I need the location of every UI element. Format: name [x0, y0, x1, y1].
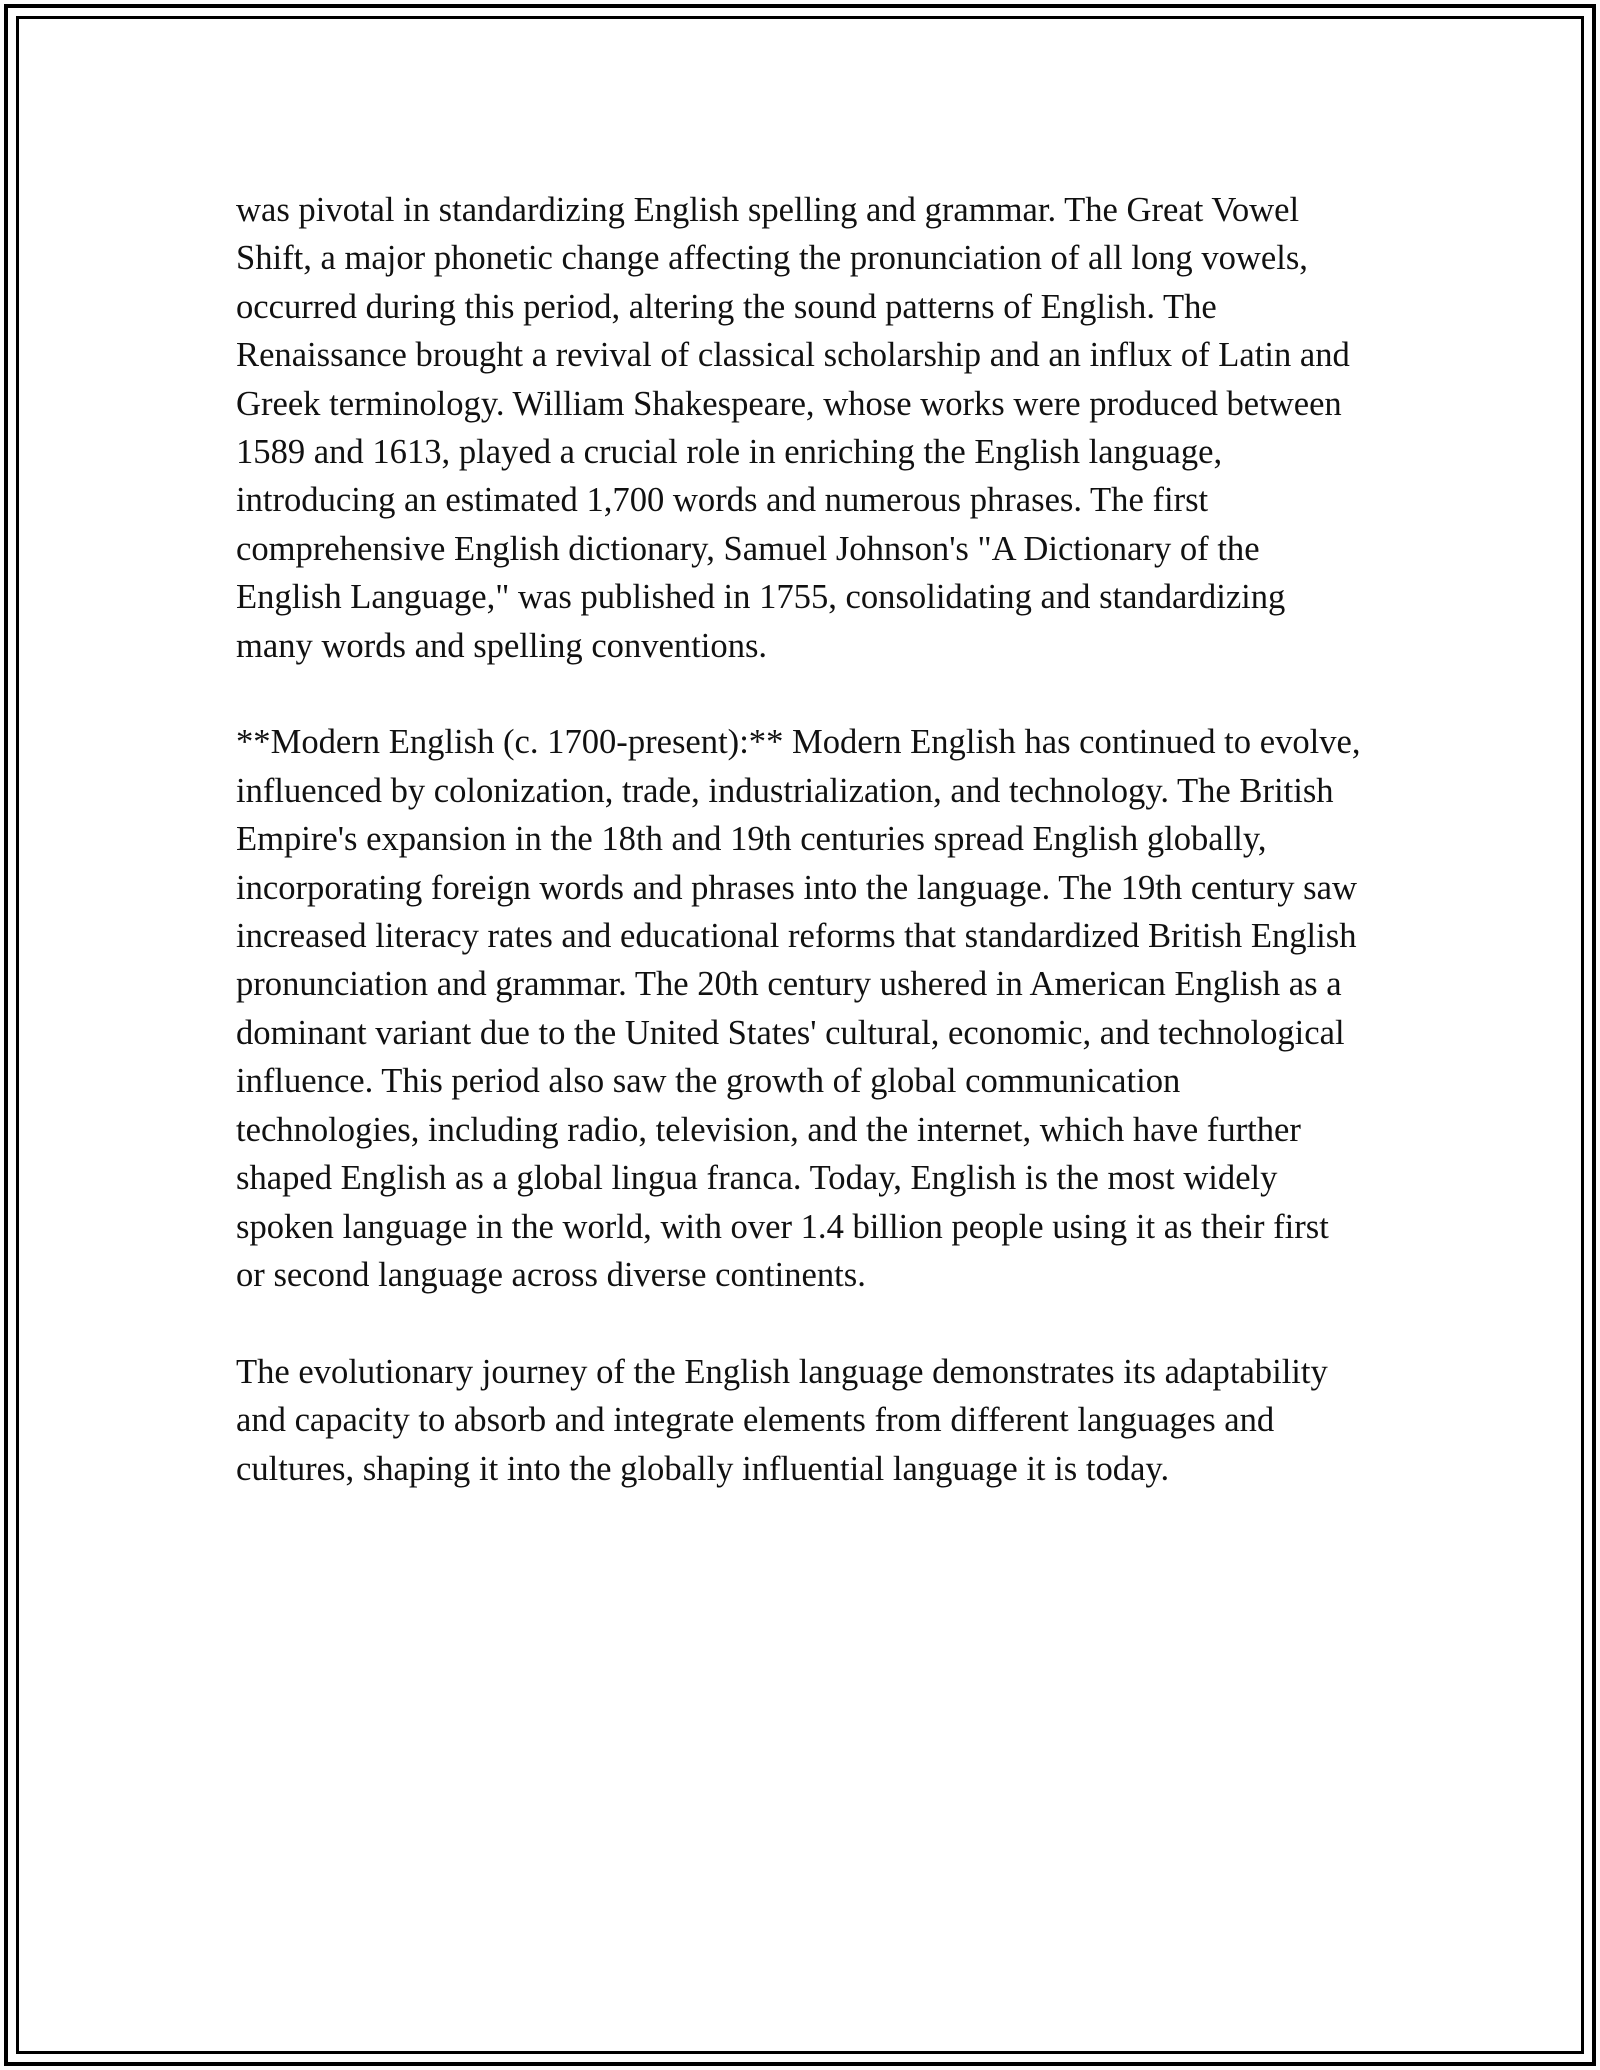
- paragraph-conclusion: The evolutionary journey of the English language demonstrates its adaptability and capacity to absorb and integrate elements from different languages and cultures, shaping it into the globally influential language it is today.: [236, 1352, 1328, 1488]
- paragraph-early-modern-english: was pivotal in standardizing English spelling and grammar. The Great Vowel Shift, a major phonetic change affecting the pronunciation of all long vowels, occurred during this period, altering the sound patterns of English. The Renaissance brought a revival of classical scholarship and an influx of Latin and Greek terminology. William Shakespeare, whose works were produced between 1589 and 1613, played a crucial role in enriching the English language, introducing an estimated 1,700 words and numerous phrases. The first comprehensive English dictionary, Samuel Johnson's "A Dictionary of the English Language," was published in 1755, consolidating and standardizing many words and spelling conventions.: [236, 191, 1350, 665]
- paragraph-modern-english: **Modern English (c. 1700-present):** Modern English has continued to evolve, influenced by colonization, trade, industrialization, and technology. The British Empire's expansion in the 18th and 19th centuries spread English globally, incorporating foreign words and phrases into the language. The 19th century saw increased literacy rates and educational reforms that standardized British English pronunciation and grammar. The 20th century ushered in American English as a dominant variant due to the United States' cultural, economic, and technological influence. This period also saw the growth of global communication technologies, including radio, television, and the internet, which have further shaped English as a global lingua franca. Today, English is the most widely spoken language in the world, with over 1.4 billion people using it as their first or second language across diverse continents.: [236, 723, 1361, 1294]
- document-body: [236, 186, 1366, 1541]
